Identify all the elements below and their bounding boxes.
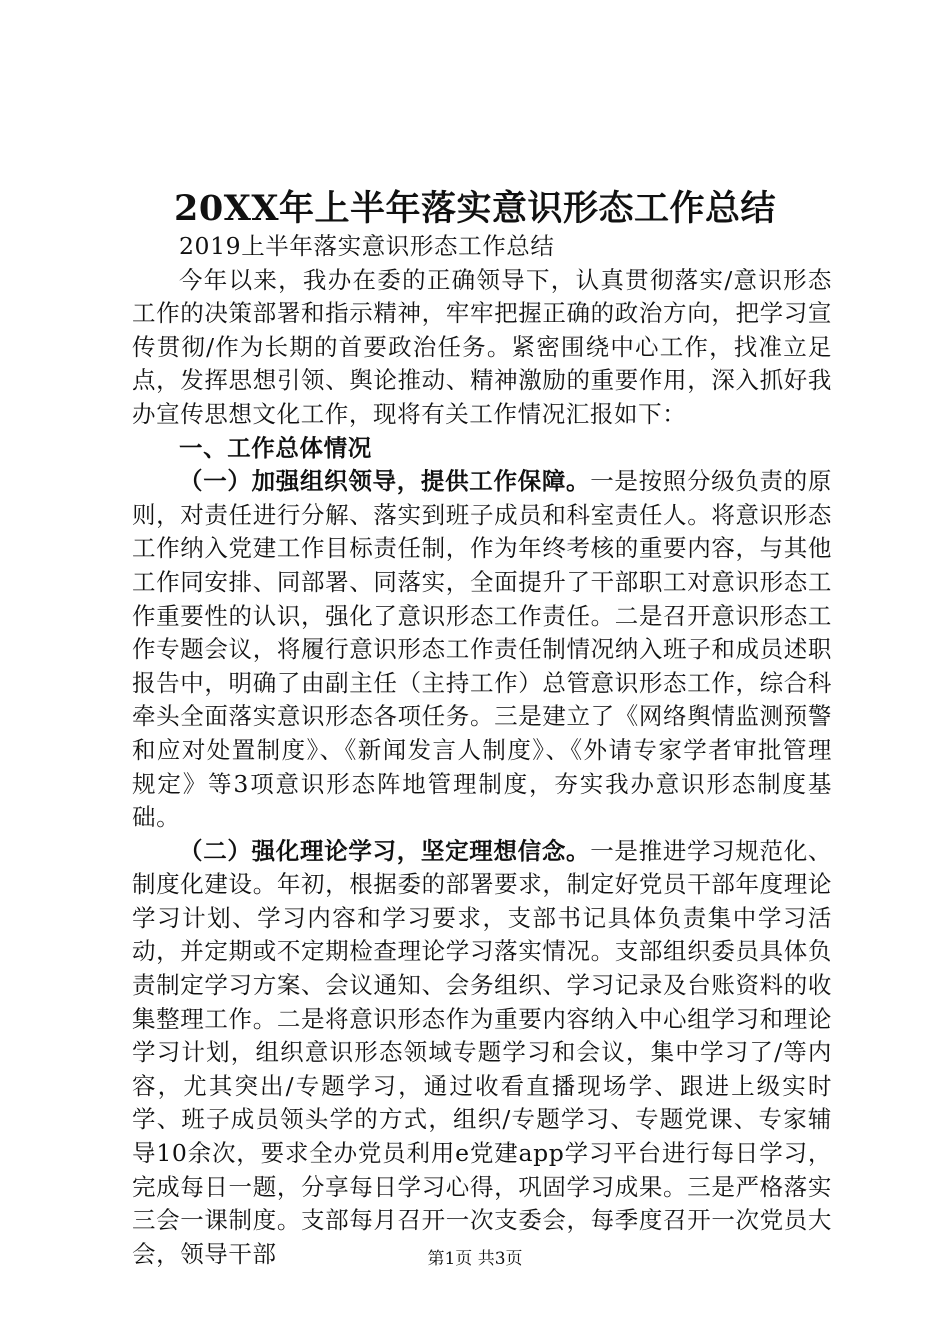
page-number: 第1页 共3页 bbox=[427, 1249, 523, 1269]
document-subtitle: 2019上半年落实意识形态工作总结 bbox=[179, 232, 555, 260]
document-title: 20XX年上半年落实意识形态工作总结 bbox=[173, 188, 777, 229]
intro-paragraph: 今年以来，我办在委的正确领导下，认真贯彻落实/意识形态工作的决策部署和指示精神，牢牢把握正确的政治方向，把学习宣传贯彻/作为长期的首要政治任务。紧密围绕中心工作，找准立足点，发挥思想引领、舆论推动、精神激励的重要作用，深入抓好我办宣传思想文化工作，现将有关工作情况汇报如下： bbox=[132, 265, 832, 428]
paragraph-2-text: 一是推进学习规范化、制度化建设。年初，根据委的部署要求，制定好党员干部年度理论学习计划、学习内容和学习要求，支部书记具体负责集中学习活动，并定期或不定期检查理论学习落实情况。支部组织委员具体负责制定学习方案、会议通知、会务组织、学习记录及台账资料的收集整理工作。二是将意识形态作为重要内容纳入中心组学习和理论学习计划，组织意识形态领域专题学习和会议，集中学习了/等内容，尤其突出/专题学习，通过收看直播现场学、跟进上级实时学、班子成员领头学的方式，组织/专题学习、专题党课、专家辅导10余次，要求全办党员利用e党建app学习平台进行每日学习，完成每日一题，分享每日学习心得，巩固学习成果。三是严格落实三会一课制度。支部每月召开一次支委会，每季度召开一次党员大会，领导干部 bbox=[132, 836, 832, 1268]
section-heading: 一、工作总体情况 bbox=[179, 433, 372, 462]
paragraph-1 bbox=[132, 465, 832, 835]
paragraph-1-text: 一是按照分级负责的原则，对责任进行分解、落实到班子成员和科室责任人。将意识形态工作纳入党建工作目标责任制，作为年终考核的重要内容，与其他工作同安排、同部署、同落实，全面提升了干部职工对意识形态工作重要性的认识，强化了意识形态工作责任。二是召开意识形态工作专题会议，将履行意识形态工作责任制情况纳入班子和成员述职报告中，明确了由副主任（主持工作）总管意识形态工作，综合科牵头全面落实意识形态各项任务。三是建立了《网络舆情监测预警和应对处置制度》、《新闻发言人制度》、《外请专家学者审批管理规定》等3项意识形态阵地管理制度，夯实我办意识形态制度基础。 bbox=[132, 467, 832, 832]
paragraph-1-lead: （一）加强组织领导，提供工作保障。 bbox=[179, 467, 591, 496]
paragraph-2 bbox=[132, 835, 832, 1272]
document-body bbox=[132, 230, 832, 1271]
paragraph-2-lead: （二）强化理论学习，坚定理想信念。 bbox=[179, 836, 591, 865]
